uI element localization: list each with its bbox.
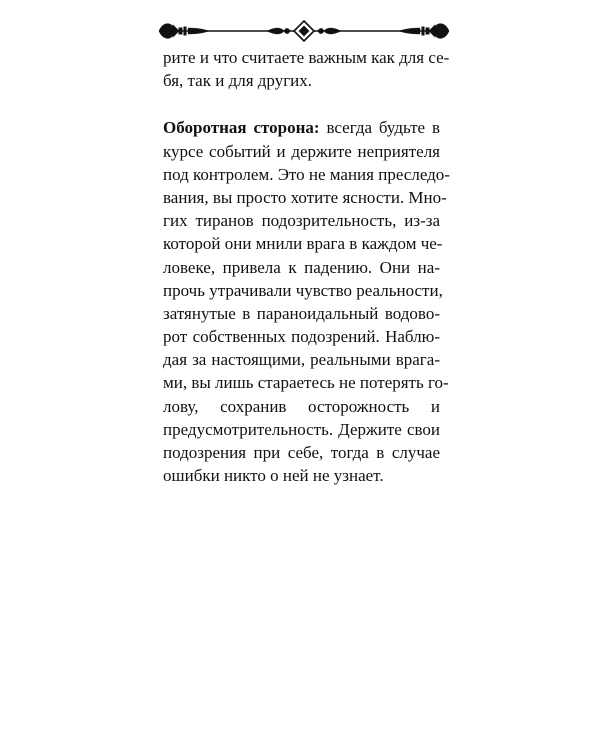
text-line: лову, сохранив осторожность и: [163, 396, 440, 416]
text-line: затянутые в параноидальный водово-: [163, 303, 440, 323]
text-line: прочь утрачивали чувство реальности,: [163, 280, 443, 300]
text-line: которой они мнили врага в каждом че-: [163, 234, 443, 254]
text-fragment: всегда будьте в: [326, 118, 441, 138]
text-line: гих тиранов подозрительность, из-за: [163, 211, 440, 231]
text-line: подозрения при себе, тогда в случае: [163, 443, 440, 462]
text-line: ловеке, привела к падению. Они на-: [163, 257, 440, 277]
reverse-side-heading: Оборотная сторона:: [163, 118, 320, 138]
text-line: ошибки никто о ней не узнает.: [163, 466, 384, 486]
reverse-side-first-line: [163, 116, 440, 139]
text-line: под контролем. Это не мания преследо-: [163, 164, 450, 184]
text-line: ми, вы лишь стараетесь не потерять го-: [163, 373, 449, 393]
text-line: бя, так и для других.: [163, 71, 313, 91]
text-line: дая за настоящими, реальными врага-: [163, 350, 440, 370]
text-line: рот собственных подозрений. Наблю-: [163, 327, 440, 347]
page-text: [163, 46, 450, 487]
decorative-divider-icon: [157, 18, 451, 44]
text-line: вания, вы просто хотите ясности. Мно-: [163, 187, 447, 207]
text-line: рите и что считаете важным как для се-: [163, 48, 450, 67]
text-line: предусмотрительность. Держите свои: [163, 419, 440, 439]
text-line: курсе событий и держите неприятеля: [163, 141, 440, 161]
